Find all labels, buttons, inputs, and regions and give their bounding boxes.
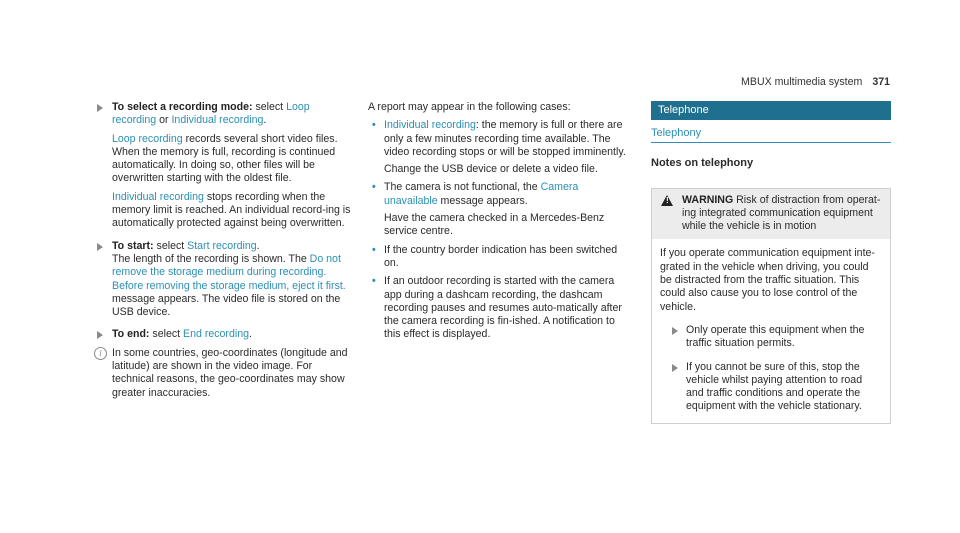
- warning-box: [651, 188, 891, 424]
- info-text: In some countries, geo-coordinates (longitude and latitude) are shown in the video image. For technical reasons, the geo-coordinates may show greater inaccuracies.: [112, 346, 348, 399]
- info-note: [92, 347, 354, 400]
- bullet-icon: •: [372, 181, 376, 194]
- individual-recording-description: Individual recording stops recording when the memory limit is reached. An individual record-ing is automatically protected against being overwritten.: [112, 190, 351, 230]
- info-icon: i: [94, 347, 107, 360]
- header-title: MBUX multimedia system: [741, 76, 863, 88]
- step-end: To end: select End recording.: [92, 328, 354, 341]
- list-item: • If the country border indication has been switched on.: [372, 243, 618, 269]
- step-select-mode: To select a recording mode: select Loop recording or Individual recording. Loop recording records several short video files. When the memory is full, recording is continued automatically. In doing so, other files will be overwritten starting with the oldest file. Individual recording stops recording when the memory limit is reached. An individual record-ing is automatically protected against being overwritten.: [92, 101, 354, 231]
- subsection-title: Telephony: [651, 127, 891, 143]
- warning-label: WARNING: [682, 193, 734, 206]
- column-middle: [368, 101, 630, 347]
- step-arrow-icon: [672, 327, 678, 335]
- warning-step: If you cannot be sure of this, stop the vehicle whilst paying attention to road and traffic conditions and operate the equipment with the vehicle stationary.: [660, 361, 882, 414]
- column-right: [651, 101, 891, 424]
- loop-recording-link[interactable]: Loop recording: [112, 101, 310, 127]
- warning-description: If you operate communication equipment inte-grated in the vehicle when driving, you could be distracted from the traffic situation. This could also cause you to lose control of the vehicle.: [660, 247, 875, 313]
- start-recording-link[interactable]: Start recording: [187, 239, 257, 252]
- warning-header: [652, 189, 890, 240]
- warning-step: Only operate this equipment when the traffic situation permits.: [660, 324, 882, 351]
- step-label: To start:: [112, 239, 154, 252]
- bullet-icon: •: [372, 275, 376, 288]
- list-item: • The camera is not functional, the Camera unavailable message appears. Have the camera checked in a Mercedes-Benz service centre.: [372, 181, 605, 238]
- heading: Notes on telephony: [651, 157, 754, 170]
- page-header: [741, 76, 890, 89]
- warning-icon: !: [661, 195, 673, 206]
- step-arrow-icon: [97, 331, 103, 339]
- cases-list: [368, 119, 630, 341]
- bullet-icon: •: [372, 243, 376, 256]
- column-left: [92, 101, 354, 400]
- end-recording-link[interactable]: End recording: [183, 328, 249, 341]
- step-label: To select a recording mode:: [112, 101, 253, 113]
- intro-text: A report may appear in the following cases:: [368, 101, 571, 113]
- warning-text: Risk of distraction from operat-ing integrated communication equipment while the vehicle is in motion: [682, 193, 881, 233]
- page-number: 371: [872, 76, 890, 88]
- loop-recording-description: Loop recording records several short video files. When the memory is full, recording is continued automatically. In doing so, other files will be overwritten starting with the oldest file.: [112, 132, 338, 185]
- step-start: To start: select Start recording. The length of the recording is shown. The Do not remove the storage medium during recording. Before removing the storage medium, eject it first. message appears. The video file is stored on the USB device.: [92, 240, 354, 320]
- step-arrow-icon: [672, 364, 678, 372]
- list-item: • Individual recording: the memory is full or there are only a few minutes recording time available. The video recording stops or will be stopped imminently. Change the USB device or delete a video file.: [372, 119, 626, 176]
- list-item: • If an outdoor recording is started with the camera app during a dashcam recording, the dashcam recording pauses and resumes auto-matically after the camera recording is fin-ished. A notification to this effect is displayed.: [372, 275, 622, 341]
- bullet-icon: •: [372, 119, 376, 132]
- individual-recording-link[interactable]: Individual recording: [171, 114, 264, 127]
- storage-message-text: Do not remove the storage medium during recording. Before removing the storage medium, eject it first.: [112, 252, 346, 292]
- warning-body: [652, 239, 890, 422]
- step-arrow-icon: [97, 243, 103, 251]
- section-title: Telephone: [651, 101, 891, 120]
- step-label: To end:: [112, 328, 150, 341]
- step-arrow-icon: [97, 104, 103, 112]
